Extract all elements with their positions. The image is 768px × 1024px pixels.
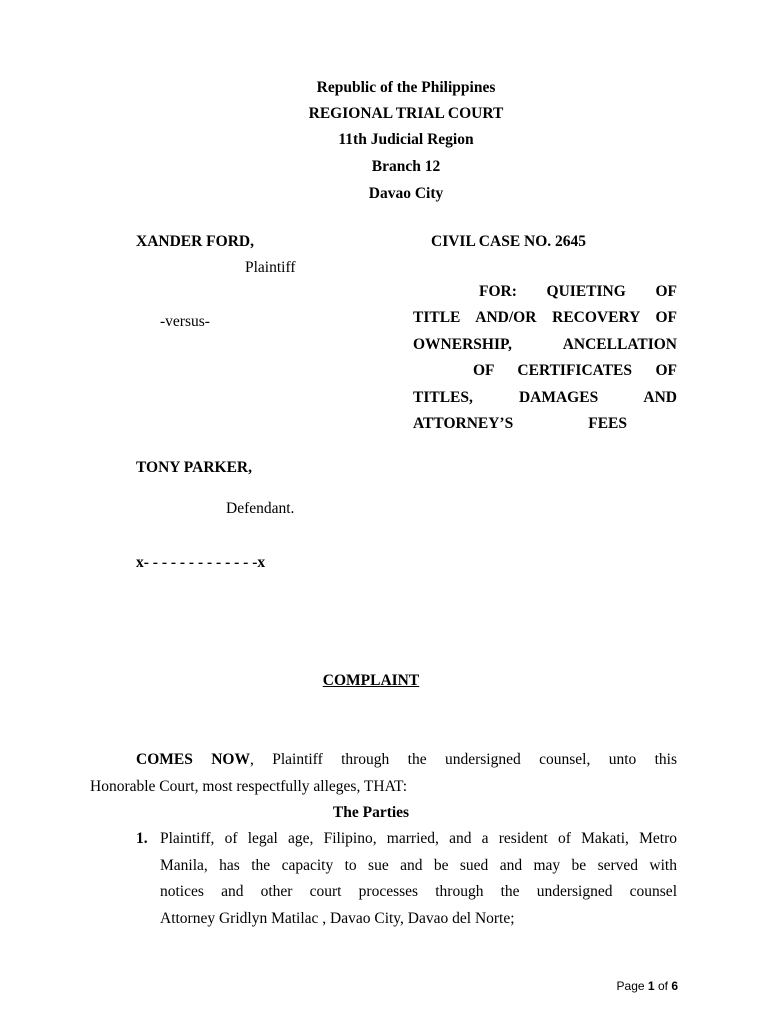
- court-header-line2: REGIONAL TRIAL COURT: [308, 105, 504, 122]
- defendant-role: Defendant.: [226, 500, 295, 517]
- case-nature-line5: TITLES, DAMAGES AND: [413, 389, 677, 406]
- document-title: COMPLAINT: [322, 672, 420, 689]
- paragraph-line2: Manila, has the capacity to sue and be sued and may be served with: [160, 857, 677, 874]
- versus-label: -versus-: [160, 313, 210, 330]
- case-nature-line2: TITLE AND/OR RECOVERY OF: [413, 309, 677, 326]
- paragraph-number: 1.: [136, 830, 148, 847]
- footer-of-word: of: [657, 979, 668, 993]
- intro-line1-rest: , Plaintiff through the undersigned counsel, unto this: [249, 751, 678, 768]
- case-nature-line3: OWNERSHIP, ANCELLATION: [413, 336, 677, 353]
- paragraph-line1: Plaintiff, of legal age, Filipino, married, and a resident of Makati, Metro: [160, 830, 677, 847]
- case-nature-line6: ATTORNEY’S FEES: [413, 415, 627, 432]
- section-heading: The Parties: [332, 804, 410, 821]
- court-header-line1: Republic of the Philippines: [316, 79, 496, 96]
- paragraph-line3: notices and other court processes through the undersigned counsel: [160, 883, 677, 900]
- footer-total-pages: 6: [671, 979, 678, 993]
- footer-page-num: 1: [647, 979, 655, 993]
- plaintiff-name: XANDER FORD,: [136, 233, 254, 250]
- defendant-name: TONY PARKER,: [136, 459, 252, 476]
- case-nature-line4: OF CERTIFICATES OF: [473, 362, 677, 379]
- court-header-line5: Davao City: [368, 185, 444, 202]
- case-nature-line1: FOR: QUIETING OF: [479, 283, 677, 300]
- court-header-line4: Branch 12: [371, 158, 441, 175]
- intro-line1: [136, 751, 677, 769]
- court-header-line3: 11th Judicial Region: [338, 131, 474, 148]
- civil-case-number: CIVIL CASE NO. 2645: [431, 233, 587, 250]
- plaintiff-role: Plaintiff: [245, 259, 296, 276]
- paragraph-line4: Attorney Gridlyn Matilac , Davao City, Davao del Norte;: [160, 910, 515, 927]
- page-number-footer: [617, 979, 678, 993]
- intro-lead: COMES NOW: [136, 751, 250, 768]
- caption-separator: x- - - - - - - - - - - - -x: [136, 554, 266, 571]
- footer-page-word: Page: [616, 979, 645, 993]
- intro-line2: Honorable Court, most respectfully alleges, THAT:: [90, 778, 408, 795]
